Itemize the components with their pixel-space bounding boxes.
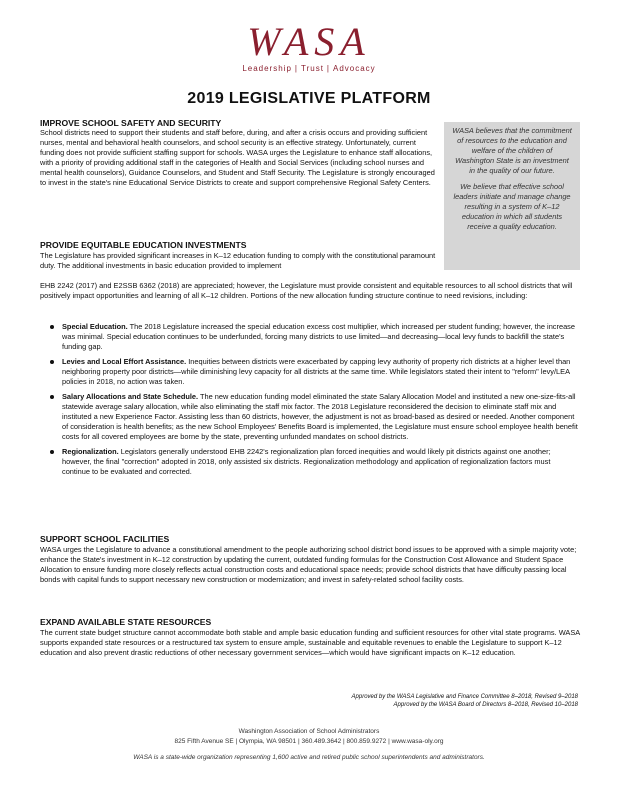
bullet-levies <box>48 357 580 387</box>
tagline-advocacy: Advocacy <box>333 64 376 73</box>
bullet-label: Salary Allocations and State Schedule. <box>62 392 199 401</box>
bullet-dot <box>50 395 54 399</box>
footer-note: WASA is a state-wide organization representing 1,600 active and retired public school superintendents and administrators. <box>133 754 485 761</box>
tagline-leadership: Leadership <box>242 64 292 73</box>
approval-line-board: Approved by the WASA Board of Directors 8–2018, Revised 10–2018 <box>393 702 578 708</box>
footer-org-name: Washington Association of School Administrators <box>238 728 380 735</box>
funding-intro-wide: EHB 2242 (2017) and E2SSB 6362 (2018) are appreciated; however, the Legislature must provide consistent and equitable resources to all school districts that will positively impact opportunities and learning of all K–12 children. Portions of the new allocation funding structure continue to need revisions, including: <box>40 281 573 300</box>
logo-wordmark: WASA <box>247 19 371 64</box>
safety-body: School districts need to support their students and staff before, during, and after a crisis occurs and providing sufficient nurses, mental and behavioral health counselors, and school security is an effective strategy. Unfortunately, current funding does not provide sufficient staffing support for schools. WASA urges the Legislature to enhance staff allocations, with a priority of providing additional staff in the categories of Health and Social Services (including school nurses and mental health counselors), Guidance Counselors, and Student and Staff Security. The Legislature is strongly encouraged to invest in the state's nine Educational Service Districts to create and support comprehensive Regional Safety Centers. <box>40 128 435 187</box>
bullet-label: Special Education. <box>62 322 128 331</box>
bullet-special-education <box>48 322 580 352</box>
resources-heading: EXPAND AVAILABLE STATE RESOURCES <box>40 617 212 627</box>
footer-address: 825 Fifth Avenue SE | Olympia, WA 98501 | 360.489.3642 | 800.859.9272 | www.wasa-oly.org <box>174 738 444 745</box>
bullet-salary-allocations <box>48 392 580 442</box>
tagline-trust: Trust <box>300 64 324 73</box>
belief-sidebox <box>444 122 580 270</box>
facilities-body: WASA urges the Legislature to advance a constitutional amendment to the people authorizing school district bond issues to be approved with a simple majority vote; enhance the State's investment in K–12 construction by updating the current, outdated funding formulas for the Construction Cost Allowance and Student Space Allocation to ensure funding more closely reflects actual construction costs and educational space needs; provide school districts that have difficulty passing local bonds with capital funds to support necessary new construction or modernization; and invest in safety-related school facility costs. <box>40 545 577 584</box>
resources-body: The current state budget structure cannot accommodate both stable and ample basic education funding and sufficient resources for other vital state programs. WASA supports expanded state resources or a restructured tax system to ensure ample, sustainable and equitable revenues to enable the Legislature to support K–12 education and also prevent drastic reductions of other necessary government services—which would have significant impacts on K–12 education. <box>40 628 580 657</box>
funding-heading: PROVIDE EQUITABLE EDUCATION INVESTMENTS <box>40 240 247 250</box>
bullet-label: Regionalization. <box>62 447 119 456</box>
approval-line-committee: Approved by the WASA Legislative and Finance Committee 8–2018, Revised 9–2018 <box>351 694 578 700</box>
sidebox-paragraph-1: WASA believes that the commitment of resources to the education and welfare of the children of Washington State is an investment in the quality of our future. <box>452 126 572 175</box>
approval-notes <box>352 693 578 709</box>
safety-heading: IMPROVE SCHOOL SAFETY AND SECURITY <box>40 118 222 128</box>
logo-tagline: Leadership | Trust | Advocacy <box>242 64 376 73</box>
bullet-text: Inequities between districts were exacerbated by capping levy authority of property rich districts at a higher level than neighboring property poor districts—while diminishing levy capacity for all districts at the same time. While legislators stated their intent to "reform" levy/LEA policies in 2018, no action was taken. <box>62 357 571 386</box>
bullet-dot <box>50 325 54 329</box>
funding-bullet-list <box>48 322 580 482</box>
funding-intro-narrow: The Legislature has provided significant increases in K–12 education funding to comply with the constitutional paramount duty. The additional investments in basic education provided to implement <box>40 251 436 270</box>
bullet-text: The new education funding model eliminated the state Salary Allocation Model and instituted a new one-size-fits-all statewide average salary allocation, while also eliminating the staff mix factor. The 2018 Legislature reconsidered the decision to eliminate staff mix and instituted a new Experience Factor. Assisting less than 60 districts, however, the adjustment is not as broad-based as desired or needed. Another component of consideration is health benefits; as the new School Employees' Benefits Board is implemented, the Legislature must ensure school employee health benefit costs for all covered employees are borne by the state, preventing unfunded mandates on school districts. <box>62 392 578 441</box>
bullet-regionalization <box>48 447 580 477</box>
bullet-label: Levies and Local Effort Assistance. <box>62 357 187 366</box>
bullet-dot <box>50 450 54 454</box>
footer <box>0 727 618 763</box>
sidebox-paragraph-2: We believe that effective school leaders initiate and manage change resulting in a system of K–12 education in which all students receive a quality education. <box>453 182 571 231</box>
bullet-text: Legislators generally understood EHB 2242's regionalization plan forced inequities and would likely pit districts against one another; however, the final "correction" adopted in 2018, only assisted six districts. Regionalization methodology and application of regionalization factors must continue to be evaluated and corrected. <box>62 447 551 476</box>
page-title: 2019 LEGISLATIVE PLATFORM <box>187 90 431 107</box>
facilities-heading: SUPPORT SCHOOL FACILITIES <box>40 534 170 544</box>
bullet-dot <box>50 360 54 364</box>
wasa-logo <box>0 19 618 73</box>
bullet-text: The 2018 Legislature increased the special education excess cost multiplier, which increased per student funding; however, the increase was minimal. Special education continues to be underfunded, forcing many districts to use limited—and decreasing—local levy funds to backfill the state's funding gap. <box>62 322 575 351</box>
